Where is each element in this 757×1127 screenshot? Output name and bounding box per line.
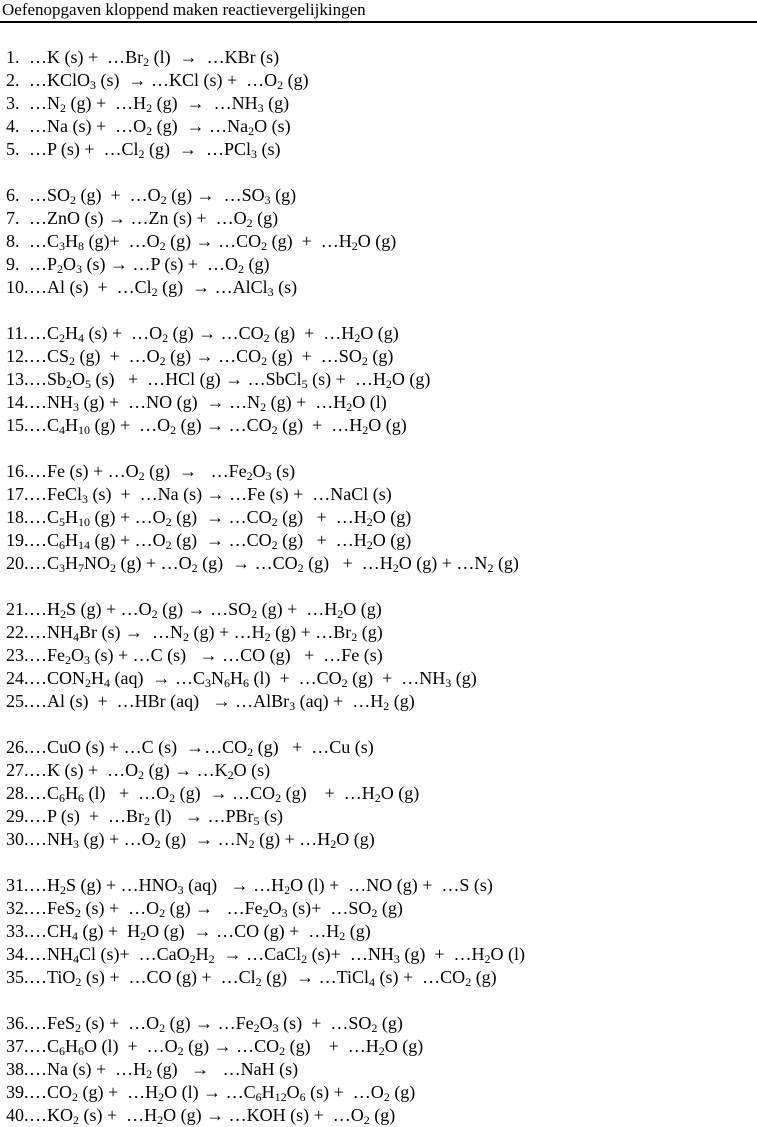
- exercise-number: 20.: [6, 553, 29, 573]
- reaction-equation: $\dots KO_2$ $(s) + \dots H_2O$ (g) → …KOH $(s) + \dots O_2$ (g): [29, 1105, 396, 1127]
- exercise-item: [6, 138, 756, 161]
- exercise-item: [6, 644, 756, 667]
- reaction-equation: $\dots NH_3$ $(g) + \dots O_2$ $(g) \to \dots N_2$ $(g) + \dots H_2O$ (g): [29, 829, 375, 851]
- reaction-equation: …P $(s) + \dots Cl_2$ (g) → …PCl$_3$ (s): [29, 139, 281, 161]
- reaction-equation: $\dots CO_2$ $(g) + \dots H_2O$ $(l) \to \dots C_6H_{12}O_6$ $(s) + \dots O_2$ (g): [29, 1082, 416, 1104]
- reaction-equation: …KClO$_3$ (s) → …KCl $(s) + \dots O_2$ (g): [29, 70, 309, 92]
- reaction-equation: …Al (s) + …HBr (aq) → …AlBr$_3$ $(aq) + \dots H_2$ (g): [29, 691, 415, 713]
- exercise-item: [6, 1058, 756, 1081]
- exercise-item: [6, 1104, 756, 1127]
- reaction-equation: $\dots H_2S$ $(g) + \dots O_2$ $(g) \to \dots SO_2$ $(g) + \dots H_2O$ (g): [29, 599, 382, 621]
- exercise-number: 21.: [6, 599, 29, 619]
- reaction-equation: …Na $(s) + \dots O_2$ $(g) \to \dots Na_2O$ (s): [29, 116, 291, 138]
- exercise-item: [6, 184, 756, 207]
- exercise-number: 29.: [6, 806, 29, 826]
- reaction-equation: $\dots NH_3$ (g) + …NO $(g) \to \dots N_2$ $(g) + \dots H_2O$ (l): [29, 392, 387, 414]
- reaction-equation: …Na $(s) + \dots H_2$ (g) → …NaH (s): [29, 1059, 299, 1081]
- reaction-equation: …Al $(s) + \dots Cl_2$ (g) → …AlCl$_3$ (s): [29, 277, 298, 299]
- exercise-item: [6, 874, 756, 897]
- exercise-item: [6, 621, 756, 644]
- reaction-equation: $\dots C_2H_4$ $(s) + \dots O_2$ $(g) \to \dots CO_2$ $(g) + \dots H_2O$ (g): [29, 323, 399, 345]
- exercise-number: 37.: [6, 1036, 29, 1056]
- exercise-number: 38.: [6, 1059, 29, 1079]
- exercise-item: [6, 46, 756, 69]
- exercise-number: 31.: [6, 875, 29, 895]
- title-underline: [0, 21, 757, 23]
- exercise-number: 14.: [6, 392, 29, 412]
- exercise-number: 1.: [6, 47, 20, 67]
- reaction-equation: $\dots H_2S$ $(g) + \dots HNO_3$ $(aq) \to \dots H_2O$ (l) + …NO (g) + …S (s): [29, 875, 493, 897]
- reaction-equation: $\dots P_2O_3$ (s) → …P $(s) + \dots O_2$ (g): [29, 254, 270, 276]
- page-title: Oefenopgaven kloppend maken reactievergelijkingen: [2, 0, 366, 19]
- reaction-equation: $\dots CON_2H_4$ $(aq) \to \dots C_3N_6H_6$ $(l) + \dots CO_2$ $(g) + \dots NH_3$ (g): [29, 668, 477, 690]
- exercise-number: 36.: [6, 1013, 29, 1033]
- exercise-number: 9.: [6, 254, 20, 274]
- exercise-item: [6, 414, 756, 437]
- group-spacer: [6, 161, 756, 184]
- group-spacer: [6, 713, 756, 736]
- reaction-equation: $\dots NH_4Cl$ $(s)+ \dots CaO_2H_2$ → …CaCl$_2$ $(s)+ \dots NH_3$ $(g) + \dots H_2O$ (l): [29, 944, 525, 966]
- reaction-equation: …FeS$_2$ $(s) + \dots O_2$ $(g) \to \dots Fe_2O_3$ $(s) + \dots SO_2$ (g): [29, 1013, 403, 1035]
- exercise-item: [6, 897, 756, 920]
- exercise-item: [6, 690, 756, 713]
- reaction-equation: …ZnO (s) → …Zn $(s) + \dots O_2$ (g): [29, 208, 279, 230]
- exercise-item: [6, 759, 756, 782]
- group-spacer: [6, 299, 756, 322]
- exercise-item: [6, 506, 756, 529]
- exercise-item: [6, 276, 756, 299]
- exercise-number: 3.: [6, 93, 20, 113]
- exercise-number: 40.: [6, 1105, 29, 1125]
- exercise-item: [6, 920, 756, 943]
- exercise-number: 17.: [6, 484, 29, 504]
- reaction-equation: …Fe $(s) + \dots O_2$ $(g) \to \dots Fe_2O_3$ (s): [29, 461, 296, 483]
- reaction-equation: …FeS$_2$ $(s) + \dots O_2$ $(g) \to \dots Fe_2O_3$ $(s)+ \dots SO_2$ (g): [29, 898, 403, 920]
- exercise-list: [6, 46, 756, 1127]
- exercise-item: [6, 805, 756, 828]
- group-spacer: [6, 575, 756, 598]
- exercise-item: [6, 598, 756, 621]
- reaction-equation: $\dots Sb_2O_5$ (s) + …HCl (g) → …SbCl$_5$ $(s) + \dots H_2O$ (g): [29, 369, 431, 391]
- group-spacer: [6, 851, 756, 874]
- reaction-equation: $\dots CH_4$ $(g) + H_2O$ (g) → …CO $(g) + \dots H_2$ (g): [29, 921, 371, 943]
- exercise-number: 32.: [6, 898, 29, 918]
- exercise-item: [6, 736, 756, 759]
- exercise-item: [6, 667, 756, 690]
- reaction-equation: $\dots Fe_2O_3$ (s) + …C (s) → …CO (g) + …Fe (s): [29, 645, 383, 667]
- reaction-equation: $\dots C_6H_6O$ $(l) + \dots O_2$ $(g) \to \dots CO_2$ (g) + $\dots H_2O$ (g): [29, 1036, 424, 1058]
- exercise-number: 26.: [6, 737, 29, 757]
- reaction-equation: …K $(s) + \dots O_2$ $(g) \to \dots K_2O$ (s): [29, 760, 271, 782]
- exercise-number: 5.: [6, 139, 20, 159]
- reaction-equation: $\dots C_5H_{10}$ $(g) + \dots O_2$ $(g) \to \dots CO_2$ $(g) + \dots H_2O$ (g): [29, 507, 412, 529]
- reaction-equation: …CuO (s) + …C $(s) \to\dots CO_2$ (g) + …Cu (s): [29, 737, 374, 759]
- group-spacer: [6, 437, 756, 460]
- exercise-item: [6, 1035, 756, 1058]
- exercise-number: 23.: [6, 645, 29, 665]
- reaction-equation: $\dots C_3H_8$ $(g)+ \dots O_2$ $(g) \to \dots CO_2$ $(g) + \dots H_2O$ (g): [29, 231, 397, 253]
- exercise-number: 33.: [6, 921, 29, 941]
- exercise-item: [6, 1012, 756, 1035]
- exercise-item: [6, 345, 756, 368]
- exercise-item: [6, 828, 756, 851]
- exercise-item: [6, 460, 756, 483]
- exercise-item: [6, 69, 756, 92]
- exercise-item: [6, 253, 756, 276]
- reaction-equation: $\dots NH_4Br$ $(s) \to \dots N_2$ $(g) + \dots H_2$ $(g) + \dots Br_2$ (g): [29, 622, 383, 644]
- exercise-item: [6, 322, 756, 345]
- exercise-number: 16.: [6, 461, 29, 481]
- exercise-number: 2.: [6, 70, 20, 90]
- group-spacer: [6, 989, 756, 1012]
- exercise-item: [6, 391, 756, 414]
- reaction-equation: $\dots C_4H_{10}$ $(g) + \dots O_2$ $(g) \to \dots CO_2$ $(g) + \dots H_2O$ (g): [29, 415, 407, 437]
- exercise-item: [6, 230, 756, 253]
- exercise-number: 39.: [6, 1082, 29, 1102]
- exercise-item: [6, 966, 756, 989]
- reaction-equation: …P $(s) + \dots Br_2$ (l) → …PBr$_5$ (s): [29, 806, 283, 828]
- exercise-item: [6, 943, 756, 966]
- exercise-number: 10.: [6, 277, 29, 297]
- exercise-number: 28.: [6, 783, 29, 803]
- exercise-number: 4.: [6, 116, 20, 136]
- reaction-equation: $\dots C_6H_{14}$ $(g) + \dots O_2$ $(g) \to \dots CO_2$ $(g) + \dots H_2O$ (g): [29, 530, 412, 552]
- exercise-number: 11.: [6, 323, 28, 343]
- exercise-item: [6, 207, 756, 230]
- reaction-equation: …TiO$_2$ (s) + …CO $(g) + \dots Cl_2$ (g) → …TiCl$_4$ $(s) + \dots CO_2$ (g): [29, 967, 497, 989]
- exercise-item: [6, 92, 756, 115]
- reaction-equation: …K $(s) + \dots Br_2$ (l) → …KBr (s): [29, 47, 280, 69]
- reaction-equation: $\dots N_2$ $(g) + \dots H_2$ $(g) \to \dots NH_3$ (g): [29, 93, 290, 115]
- exercise-number: 7.: [6, 208, 20, 228]
- exercise-number: 12.: [6, 346, 29, 366]
- reaction-equation: $\dots C_6H_6$ $(l) + \dots O_2$ $(g) \to \dots CO_2$ (g) + $\dots H_2O$ (g): [29, 783, 420, 805]
- exercise-number: 8.: [6, 231, 20, 251]
- exercise-number: 15.: [6, 415, 29, 435]
- reaction-equation: …FeCl$_3$ (s) + …Na (s) → …Fe (s) + …NaCl (s): [29, 484, 392, 506]
- exercise-number: 19.: [6, 530, 29, 550]
- exercise-number: 30.: [6, 829, 29, 849]
- exercise-number: 34.: [6, 944, 29, 964]
- reaction-equation: $\dots C_3H_7NO_2$ $(g) + \dots O_2$ $(g) \to \dots CO_2$ $(g) + \dots H_2O$ $(g) + \dots N_2$ (g): [29, 553, 519, 575]
- reaction-equation: $\dots SO_2$ $(g) + \dots O_2$ $(g) \to \dots SO_3$ (g): [29, 185, 297, 207]
- exercise-number: 22.: [6, 622, 29, 642]
- exercise-item: [6, 368, 756, 391]
- reaction-equation: $\dots CS_2$ $(g) + \dots O_2$ $(g) \to \dots CO_2$ $(g) + \dots SO_2$ (g): [29, 346, 394, 368]
- exercise-number: 6.: [6, 185, 20, 205]
- exercise-item: [6, 552, 756, 575]
- exercise-item: [6, 115, 756, 138]
- exercise-number: 27.: [6, 760, 29, 780]
- exercise-item: [6, 1081, 756, 1104]
- exercise-number: 18.: [6, 507, 29, 527]
- exercise-number: 35.: [6, 967, 29, 987]
- exercise-number: 25.: [6, 691, 29, 711]
- exercise-item: [6, 782, 756, 805]
- exercise-number: 13.: [6, 369, 29, 389]
- exercise-item: [6, 529, 756, 552]
- exercise-item: [6, 483, 756, 506]
- exercise-number: 24.: [6, 668, 29, 688]
